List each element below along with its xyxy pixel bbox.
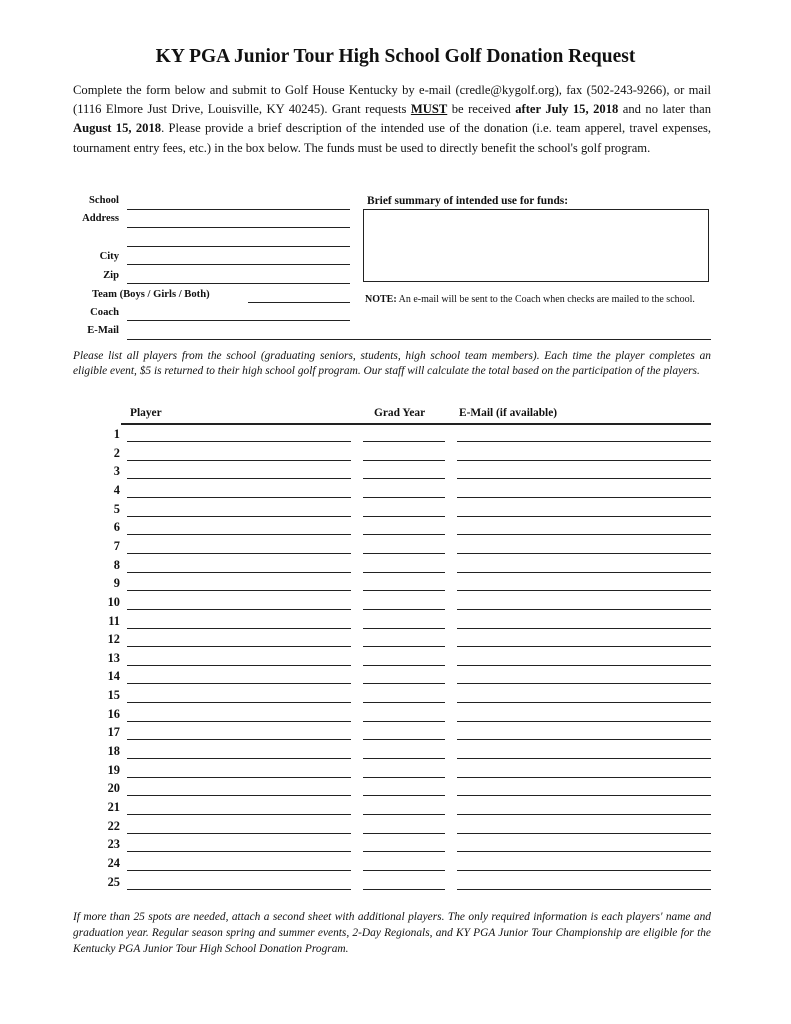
player-underline — [127, 441, 351, 442]
row-number: 12 — [107, 632, 120, 646]
summary-label: Brief summary of intended use for funds: — [367, 195, 569, 207]
row-number: 7 — [113, 539, 120, 553]
player-underline — [127, 721, 351, 722]
player-underline — [127, 516, 351, 517]
row-number: 11 — [108, 614, 120, 628]
grad-year-underline — [363, 833, 445, 834]
email-underline — [457, 814, 711, 815]
grad-year-underline — [363, 590, 445, 591]
player-underline — [127, 739, 351, 740]
school-underline — [127, 209, 350, 210]
player-underline — [127, 572, 351, 573]
team-label: Team (Boys / Girls / Both) — [92, 289, 210, 300]
footer-note: If more than 25 spots are needed, attach a second sheet with additional players. The only required information is each players' name and graduation year. Regular season spring and summer events, 2-Day Regionals, and KY PGA Junior Tour Championship are eligible for the Kentucky PGA Junior Tour High School Donation Program. — [73, 911, 711, 955]
note-label: NOTE: — [365, 294, 397, 305]
email-underline — [457, 553, 711, 554]
grad-year-underline — [363, 441, 445, 442]
row-number: 9 — [113, 576, 120, 590]
email-label: E-Mail — [87, 325, 119, 336]
grad-year-underline — [363, 851, 445, 852]
row-number: 10 — [107, 595, 120, 609]
player-underline — [127, 609, 351, 610]
email-underline — [457, 665, 711, 666]
email-underline — [457, 572, 711, 573]
email-underline — [457, 870, 711, 871]
grad-year-underline — [363, 683, 445, 684]
email-underline — [457, 609, 711, 610]
grad-year-underline — [363, 516, 445, 517]
email-underline — [457, 683, 711, 684]
email-underline — [457, 441, 711, 442]
email-underline — [457, 460, 711, 461]
player-instructions: Please list all players from the school (graduating seniors, students, high school team members). Each time the player completes an eligible event, $5 is returned to their high school golf program. Our staff will calculate the total based on the participation of the players. — [73, 350, 711, 378]
row-number: 25 — [107, 875, 120, 889]
email-underline — [127, 339, 711, 340]
intro-paragraph — [73, 81, 711, 158]
grad-year-underline — [363, 534, 445, 535]
email-underline — [457, 795, 711, 796]
grad-year-underline — [363, 739, 445, 740]
address-line2-underline — [127, 246, 350, 247]
grad-year-underline — [363, 553, 445, 554]
row-number: 4 — [113, 483, 120, 497]
page-title: KY PGA Junior Tour High School Golf Donation Request — [155, 46, 636, 67]
row-number: 8 — [113, 558, 120, 572]
summary-textarea[interactable] — [363, 209, 709, 282]
row-number: 6 — [113, 520, 120, 534]
player-underline — [127, 665, 351, 666]
row-number: 21 — [107, 800, 120, 814]
row-number: 22 — [107, 819, 120, 833]
grad-year-underline — [363, 702, 445, 703]
city-underline — [127, 264, 350, 265]
row-number: 16 — [107, 707, 120, 721]
email-underline — [457, 758, 711, 759]
player-underline — [127, 534, 351, 535]
city-label: City — [99, 251, 119, 262]
row-number: 20 — [107, 781, 120, 795]
zip-label: Zip — [103, 270, 119, 281]
start-date: after July 15, 2018 — [515, 102, 619, 117]
player-underline — [127, 590, 351, 591]
player-underline — [127, 795, 351, 796]
grad-year-underline — [363, 665, 445, 666]
email-underline — [457, 721, 711, 722]
intro-text: Complete the form below and submit to Golf House Kentucky by e-mail (credle@kygolf.org), fax (502-243-9266), or mail (1116 Elmore Just Drive, Louisville, KY 40245). Grant requests — [73, 83, 711, 117]
player-underline — [127, 814, 351, 815]
player-underline — [127, 683, 351, 684]
team-underline — [248, 302, 350, 303]
grad-year-underline — [363, 758, 445, 759]
row-number: 18 — [107, 744, 120, 758]
player-underline — [127, 478, 351, 479]
school-field[interactable] — [127, 193, 354, 210]
player-column-header: Player — [130, 407, 162, 419]
player-underline — [127, 758, 351, 759]
coach-label: Coach — [90, 307, 119, 318]
player-underline — [127, 460, 351, 461]
grad-year-underline — [363, 721, 445, 722]
row-number: 14 — [107, 669, 120, 683]
player-underline — [127, 646, 351, 647]
player-underline — [127, 628, 351, 629]
row-number: 2 — [113, 446, 120, 460]
grad-year-underline — [363, 795, 445, 796]
row-number: 17 — [107, 725, 120, 739]
row-number: 1 — [113, 427, 120, 441]
note-text: An e-mail will be sent to the Coach when checks are mailed to the school. — [396, 294, 695, 305]
grad-year-underline — [363, 870, 445, 871]
grad-year-underline — [363, 478, 445, 479]
player-underline — [127, 702, 351, 703]
email-underline — [457, 646, 711, 647]
email-underline — [457, 534, 711, 535]
player-underline — [127, 833, 351, 834]
email-underline — [457, 739, 711, 740]
row-number: 19 — [107, 763, 120, 777]
email-underline — [457, 777, 711, 778]
intro-text: be received — [447, 102, 516, 117]
row-number: 15 — [107, 688, 120, 702]
grad-year-underline — [363, 628, 445, 629]
email-underline — [457, 497, 711, 498]
email-column-header: E-Mail (if available) — [459, 407, 558, 419]
grad-year-column-header: Grad Year — [374, 407, 426, 419]
deadline-date: August 15, 2018 — [73, 121, 162, 136]
row-number: 23 — [107, 837, 120, 851]
zip-underline — [127, 283, 350, 284]
grad-year-underline — [363, 814, 445, 815]
grad-year-underline — [363, 777, 445, 778]
player-underline — [127, 889, 351, 890]
coach-note — [365, 293, 710, 307]
table-header-rule — [121, 423, 711, 425]
grad-year-underline — [363, 646, 445, 647]
email-underline — [457, 833, 711, 834]
grad-year-underline — [363, 497, 445, 498]
grad-year-underline — [363, 460, 445, 461]
email-underline — [457, 628, 711, 629]
address-line1-underline — [127, 227, 350, 228]
school-label: School — [88, 195, 119, 206]
email-underline — [457, 889, 711, 890]
email-underline — [457, 702, 711, 703]
player-underline — [127, 777, 351, 778]
must-emphasis: MUST — [410, 102, 448, 117]
email-underline — [457, 590, 711, 591]
grad-year-underline — [363, 889, 445, 890]
player-underline — [127, 497, 351, 498]
email-underline — [457, 516, 711, 517]
player-underline — [127, 870, 351, 871]
email-underline — [457, 478, 711, 479]
row-number: 13 — [107, 651, 120, 665]
address-label: Address — [82, 213, 119, 224]
grad-year-underline — [363, 572, 445, 573]
row-number: 3 — [113, 464, 120, 478]
player-underline — [127, 851, 351, 852]
row-number: 24 — [107, 856, 120, 870]
grad-year-underline — [363, 609, 445, 610]
coach-underline — [127, 320, 350, 321]
player-underline — [127, 553, 351, 554]
email-underline — [457, 851, 711, 852]
row-number: 5 — [113, 502, 120, 516]
intro-text: and no later than — [618, 102, 712, 117]
intro-text: . Please provide a brief description of the intended use of the donation (i.e. team apperel, travel expenses, tournament entry fees, etc.) in the box below. The funds must be used to directly benefit the school's golf program. — [73, 121, 711, 155]
